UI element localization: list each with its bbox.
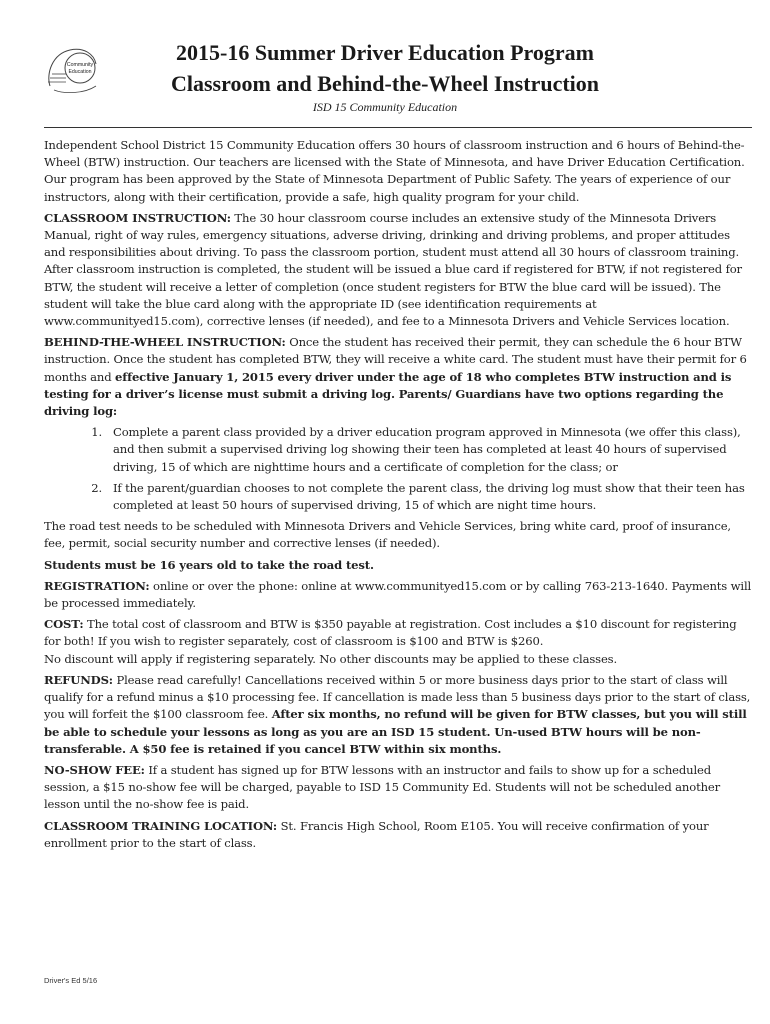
refunds-text: Please read carefully! Cancellations received within 5 or more business days prior to the start of class will qualify for a refund minus a $10 processing fee. If cancellation is made less than 5 business days prior to the start of class, you will forfeit the $100 classroom fee. — [44, 672, 751, 722]
list-number: 2. — [91, 480, 102, 495]
registration-text: online or over the phone: online at www.communityed15.com or by calling 763-213-1640. Payments will be processed immediately. — [44, 578, 752, 611]
list-item-text: Complete a parent class provided by a driver education program approved in Minnesota (we offer this class), and then submit a supervised driving log showing their teen has completed at least 40 hours of supervised driving, 15 of which are nighttime hours and a certificate of completion for the class; or — [113, 425, 741, 474]
no-show-section — [44, 762, 752, 814]
age-notice-text: Students must be 16 years old to take the road test. — [44, 557, 374, 572]
registration-section — [44, 578, 752, 612]
page-title: 2015-16 Summer Driver Education Program — [176, 40, 594, 65]
location-section — [44, 818, 752, 852]
logo-text-line1: Community — [66, 62, 94, 68]
age-notice — [44, 557, 752, 574]
cost-heading: COST: — [44, 617, 84, 632]
classroom-heading: CLASSROOM INSTRUCTION: — [44, 210, 231, 225]
no-show-heading: NO-SHOW FEE: — [44, 762, 145, 777]
location-heading: CLASSROOM TRAINING LOCATION: — [44, 818, 278, 833]
list-item-text: If the parent/guardian chooses to not complete the parent class, the driving log must show that their teen has completed at least 50 hours of supervised driving, 15 of which are night time hours. — [113, 480, 745, 513]
no-show-text: If a student has signed up for BTW lessons with an instructor and fails to show up for a scheduled session, a $15 no-show fee will be charged, payable to ISD 15 Community Ed. Students will not be scheduled another lesson until the no-show fee is paid. — [44, 762, 721, 812]
cost-text: The total cost of classroom and BTW is $350 payable at registration. Cost includes a $10 discount for registering for both! If you wish to register separately, cost of classroom is $100 and BTW is $260. — [44, 617, 737, 649]
btw-text: Once the student has received their permit, they can schedule the 6 hour BTW instruction. Once the student has completed BTW, they will receive a white card. The student must have their permit for 6 months and — [44, 335, 747, 384]
footer-code: Driver's Ed 5/16 — [44, 976, 98, 985]
refunds-section — [44, 672, 752, 758]
document-body — [44, 137, 752, 856]
header-divider — [44, 127, 752, 128]
btw-heading: BEHIND-THE-WHEEL INSTRUCTION: — [44, 335, 286, 350]
refunds-bold-text: After six months, no refund will be given for BTW classes, but you will still be able to schedule your lessons as long as you are an ISD 15 student. Un-used BTW hours will be non-transferable. A $50 fee is retained if you cancel BTW within six months. — [44, 707, 747, 756]
list-item — [44, 424, 752, 476]
location-text: St. Francis High School, Room E105. You will receive confirmation of your enrollment prior to the start of class. — [44, 818, 709, 850]
page-subtitle-heading: Classroom and Behind-the-Wheel Instruction — [170, 71, 600, 96]
btw-bold-text: effective January 1, 2015 every driver under the age of 18 who completes BTW instruction and is testing for a driver’s license must submit a driving log. Parents/ Guardians have two options regarding the driving log: — [44, 369, 732, 419]
registration-heading: REGISTRATION: — [44, 578, 150, 593]
intro-paragraph: Independent School District 15 Community Education offers 30 hours of classroom instruction and 6 hours of Behind-the-Wheel (BTW) instruction. Our teachers are licensed with the State of Minnesota, and have Driver Education Certification. Our program has been approved by the State of Minnesota Department of Public Safety. The years of experience of our instructors, along with their certification, provide a safe, high quality program for your child. — [44, 138, 745, 204]
list-item — [44, 480, 752, 514]
classroom-text: The 30 hour classroom course includes an extensive study of the Minnesota Drivers Manual, right of way rules, emergency situations, adverse driving, drinking and driving problems, and proper attitudes and responsibilities about driving. To pass the classroom portion, student must attend all 30 hours of classroom training. After classroom instruction is completed, the student will be issued a blue card if registered for BTW, if not registered for BTW, the student will receive a letter of completion (once student registers for BTW the blue card will be issued). The student will take the blue card along with the appropriate ID (see identification requirements at www.communityed15.com), corrective lenses (if needed), and fee to a Minnesota Drivers and Vehicle Services location. — [44, 210, 742, 329]
classroom-section — [44, 210, 752, 330]
cost-section — [44, 616, 752, 668]
logo-text-line2: Education — [68, 69, 92, 75]
organization-subtitle: ISD 15 Community Education — [312, 100, 458, 114]
refunds-heading: REFUNDS: — [44, 672, 113, 687]
driving-log-options — [44, 424, 752, 552]
btw-section — [44, 334, 752, 420]
road-test-note: The road test needs to be scheduled with Minnesota Drivers and Vehicle Services, bring white card, proof of insurance, fee, permit, social security number and corrective lenses (if needed). — [44, 519, 731, 551]
list-number: 1. — [91, 425, 102, 440]
cost-text-2: No discount will apply if registering separately. No other discounts may be applied to these classes. — [44, 651, 617, 666]
